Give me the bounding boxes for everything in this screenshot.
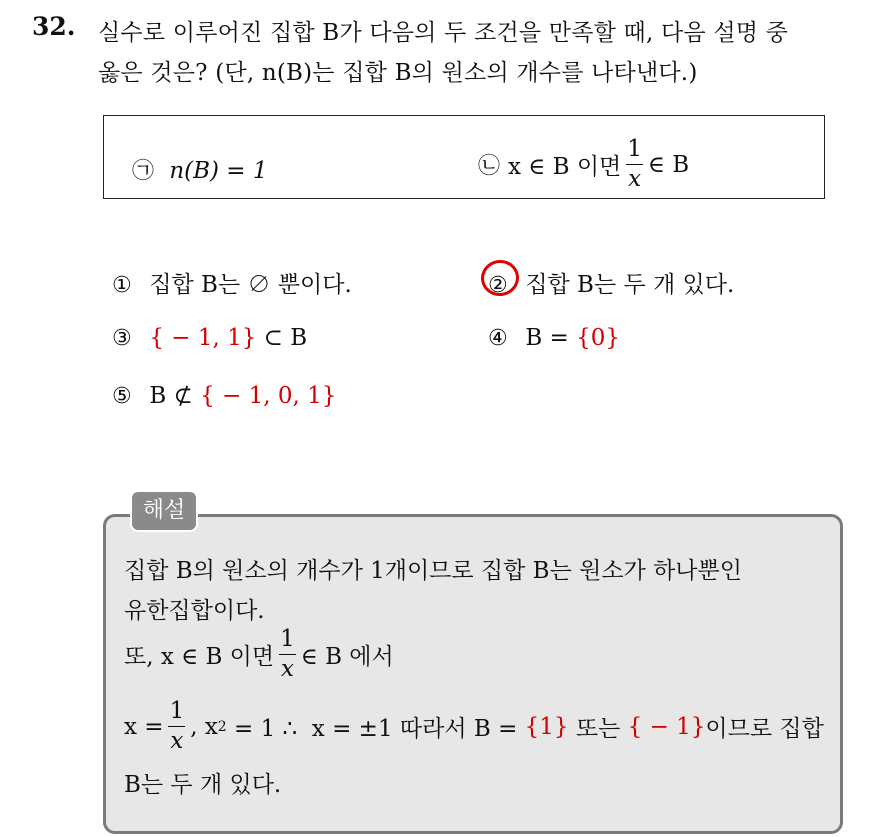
solution-line4-a: x =	[124, 713, 164, 740]
solution-line4	[124, 700, 824, 753]
option-2-text: 집합 B는 두 개 있다.	[525, 272, 735, 298]
option-4-set: {0}	[576, 325, 621, 351]
option-3-post: ⊂ B	[256, 325, 308, 351]
option-5-mark: ⑤	[112, 384, 132, 409]
option-5[interactable]	[112, 383, 336, 409]
solution-line4-b: , x	[190, 713, 218, 740]
solution-line3-fraction	[278, 628, 297, 681]
question-number: 32.	[32, 12, 76, 41]
option-1-text: 집합 B는 ∅ 뿐이다.	[149, 272, 352, 298]
option-5-pre: B ⊄	[149, 383, 201, 409]
condition-b-denominator: x	[628, 166, 642, 192]
solution-line4-sup: 2	[217, 718, 227, 735]
solution-line5: B는 두 개 있다.	[124, 772, 282, 798]
condition-a-mark: ㉠	[132, 159, 155, 184]
condition-b-suffix: ∈ B	[647, 151, 690, 178]
solution-line3-post: ∈ B 에서	[300, 644, 394, 670]
solution-line4-set1: {1}	[524, 713, 569, 740]
option-3[interactable]	[112, 325, 307, 351]
option-3-set: { − 1, 1}	[149, 325, 257, 351]
option-2[interactable]	[488, 266, 734, 299]
option-4-pre: B =	[525, 325, 577, 351]
solution-line3	[124, 628, 394, 681]
option-5-set: { − 1, 0, 1}	[200, 383, 337, 409]
solution-line4-numerator: 1	[169, 698, 185, 724]
option-1[interactable]	[112, 266, 352, 299]
condition-b-fraction	[625, 138, 644, 191]
condition-b	[478, 138, 689, 191]
solution-line2: 유한집합이다.	[124, 598, 265, 624]
solution-line3-denominator: x	[280, 656, 294, 682]
solution-line4-fraction	[168, 700, 187, 753]
option-3-mark: ③	[112, 326, 132, 351]
solution-line4-d: 또는	[568, 716, 628, 742]
solution-line3-pre: 또, x ∈ B 이면	[124, 644, 275, 670]
condition-a	[132, 154, 268, 185]
option-4[interactable]	[488, 325, 620, 351]
condition-b-numerator: 1	[627, 136, 642, 162]
question-text-line1: 실수로 이루어진 집합 B가 다음의 두 조건을 만족할 때, 다음 설명 중	[98, 20, 789, 46]
solution-line4-e: 이므로 집합	[705, 716, 824, 742]
option-2-mark: ②	[488, 273, 508, 298]
condition-a-text: n(B) = 1	[169, 158, 268, 184]
question-text-line2: 옳은 것은? (단, n(B)는 집합 B의 원소의 개수를 나타낸다.)	[98, 60, 698, 86]
option-4-mark: ④	[488, 326, 508, 351]
condition-b-prefix: x ∈ B 이면	[508, 154, 622, 180]
solution-line4-set2: { − 1}	[627, 713, 706, 740]
solution-line4-c: = 1 ∴ x = ±1 따라서 B =	[226, 716, 525, 742]
condition-b-mark: ㉡	[478, 154, 501, 179]
solution-line3-numerator: 1	[280, 626, 295, 652]
solution-line4-denominator: x	[170, 728, 184, 754]
solution-line1: 집합 B의 원소의 개수가 1개이므로 집합 B는 원소가 하나뿐인	[124, 558, 742, 584]
option-1-mark: ①	[112, 273, 132, 298]
solution-tag: 해설	[130, 490, 198, 532]
